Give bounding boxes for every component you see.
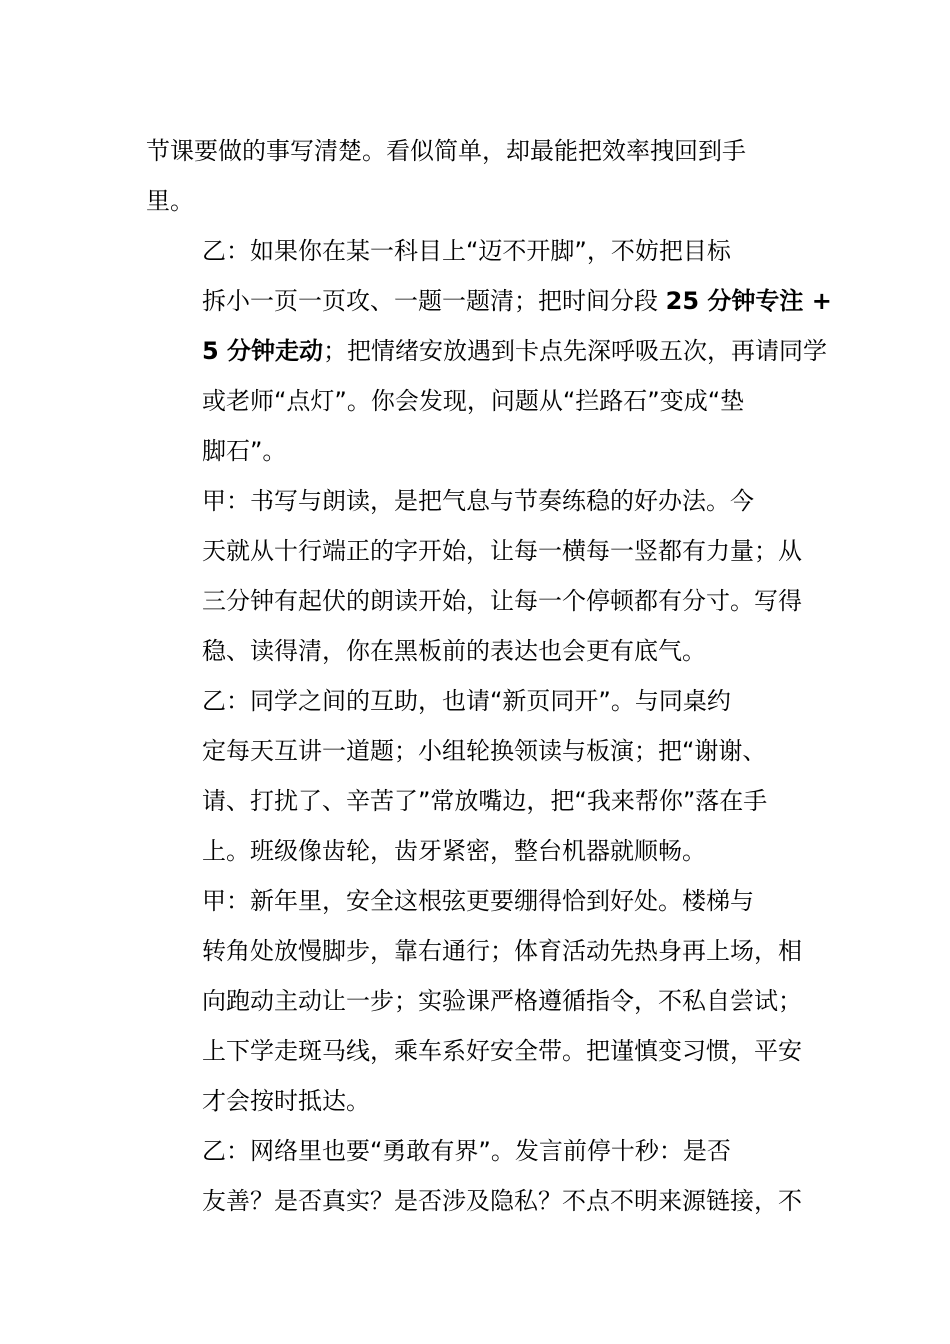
text-line [146, 826, 810, 876]
text-line [146, 476, 810, 526]
text-line [146, 126, 810, 176]
text-line [146, 326, 828, 376]
document-body [146, 126, 832, 1226]
text-line [146, 1126, 810, 1176]
text-line [146, 926, 810, 976]
text-segment: 乙：如果你在某一科目上“迈不开脚”，不妨把目标 [202, 237, 731, 265]
text-segment: 脚石”。 [202, 437, 287, 465]
text-line [146, 976, 810, 1026]
text-line [146, 1176, 810, 1226]
paragraph [146, 226, 832, 476]
text-line [146, 1076, 810, 1126]
text-line [146, 176, 810, 226]
text-segment: 乙：同学之间的互助，也请“新页同开”。与同桌约 [202, 687, 731, 715]
text-line [146, 226, 810, 276]
text-segment: 稳、读得清，你在黑板前的表达也会更有底气。 [202, 637, 706, 665]
text-segment: 天就从十行端正的字开始，让每一横每一竖都有力量；从 [202, 537, 802, 565]
paragraph [146, 126, 810, 226]
text-segment: ；把情绪安放遇到卡点先深呼吸五次，再请同学 [323, 337, 828, 365]
text-line [146, 426, 810, 476]
text-segment: 节课要做的事写清楚。看似简单，却最能把效率拽回到手 [146, 137, 746, 165]
emphasized-text: 25 分钟专注 + [665, 287, 832, 315]
emphasized-text: 5 分钟走动 [202, 337, 324, 365]
text-segment: 甲：书写与朗读，是把气息与节奏练稳的好办法。今 [202, 487, 754, 515]
text-segment: 甲：新年里，安全这根弦更要绷得恰到好处。楼梯与 [202, 887, 754, 915]
text-segment: 上下学走斑马线，乘车系好安全带。把谨慎变习惯，平安 [202, 1037, 802, 1065]
text-segment: 才会按时抵达。 [202, 1087, 370, 1115]
paragraph [146, 1126, 810, 1226]
text-line [146, 726, 810, 776]
text-segment: 请、打扰了、辛苦了”常放嘴边，把“我来帮你”落在手 [202, 787, 768, 815]
text-line [146, 776, 810, 826]
text-segment: 定每天互讲一道题；小组轮换领读与板演；把“谢谢、 [202, 737, 767, 765]
text-segment: 友善？是否真实？是否涉及隐私？不点不明来源链接，不 [202, 1187, 802, 1215]
text-segment: 上。班级像齿轮，齿牙紧密，整台机器就顺畅。 [202, 837, 706, 865]
text-segment: 向跑动主动让一步；实验课严格遵循指令，不私自尝试； [202, 987, 802, 1015]
text-segment: 里。 [146, 187, 194, 215]
paragraph [146, 476, 810, 676]
text-line [146, 576, 810, 626]
text-line [146, 876, 810, 926]
paragraph [146, 676, 810, 876]
text-segment: 乙：网络里也要“勇敢有界”。发言前停十秒：是否 [202, 1137, 731, 1165]
paragraph [146, 876, 810, 1126]
text-line [146, 276, 832, 326]
text-line [146, 1026, 810, 1076]
text-line [146, 676, 810, 726]
text-line [146, 626, 810, 676]
text-segment: 转角处放慢脚步，靠右通行；体育活动先热身再上场，相 [202, 937, 802, 965]
text-line [146, 526, 810, 576]
text-segment: 或老师“点灯”。你会发现，问题从“拦路石”变成“垫 [202, 387, 745, 415]
text-segment: 拆小一页一页攻、一题一题清；把时间分段 [202, 287, 666, 315]
text-line [146, 376, 810, 426]
text-segment: 三分钟有起伏的朗读开始，让每一个停顿都有分寸。写得 [202, 587, 802, 615]
